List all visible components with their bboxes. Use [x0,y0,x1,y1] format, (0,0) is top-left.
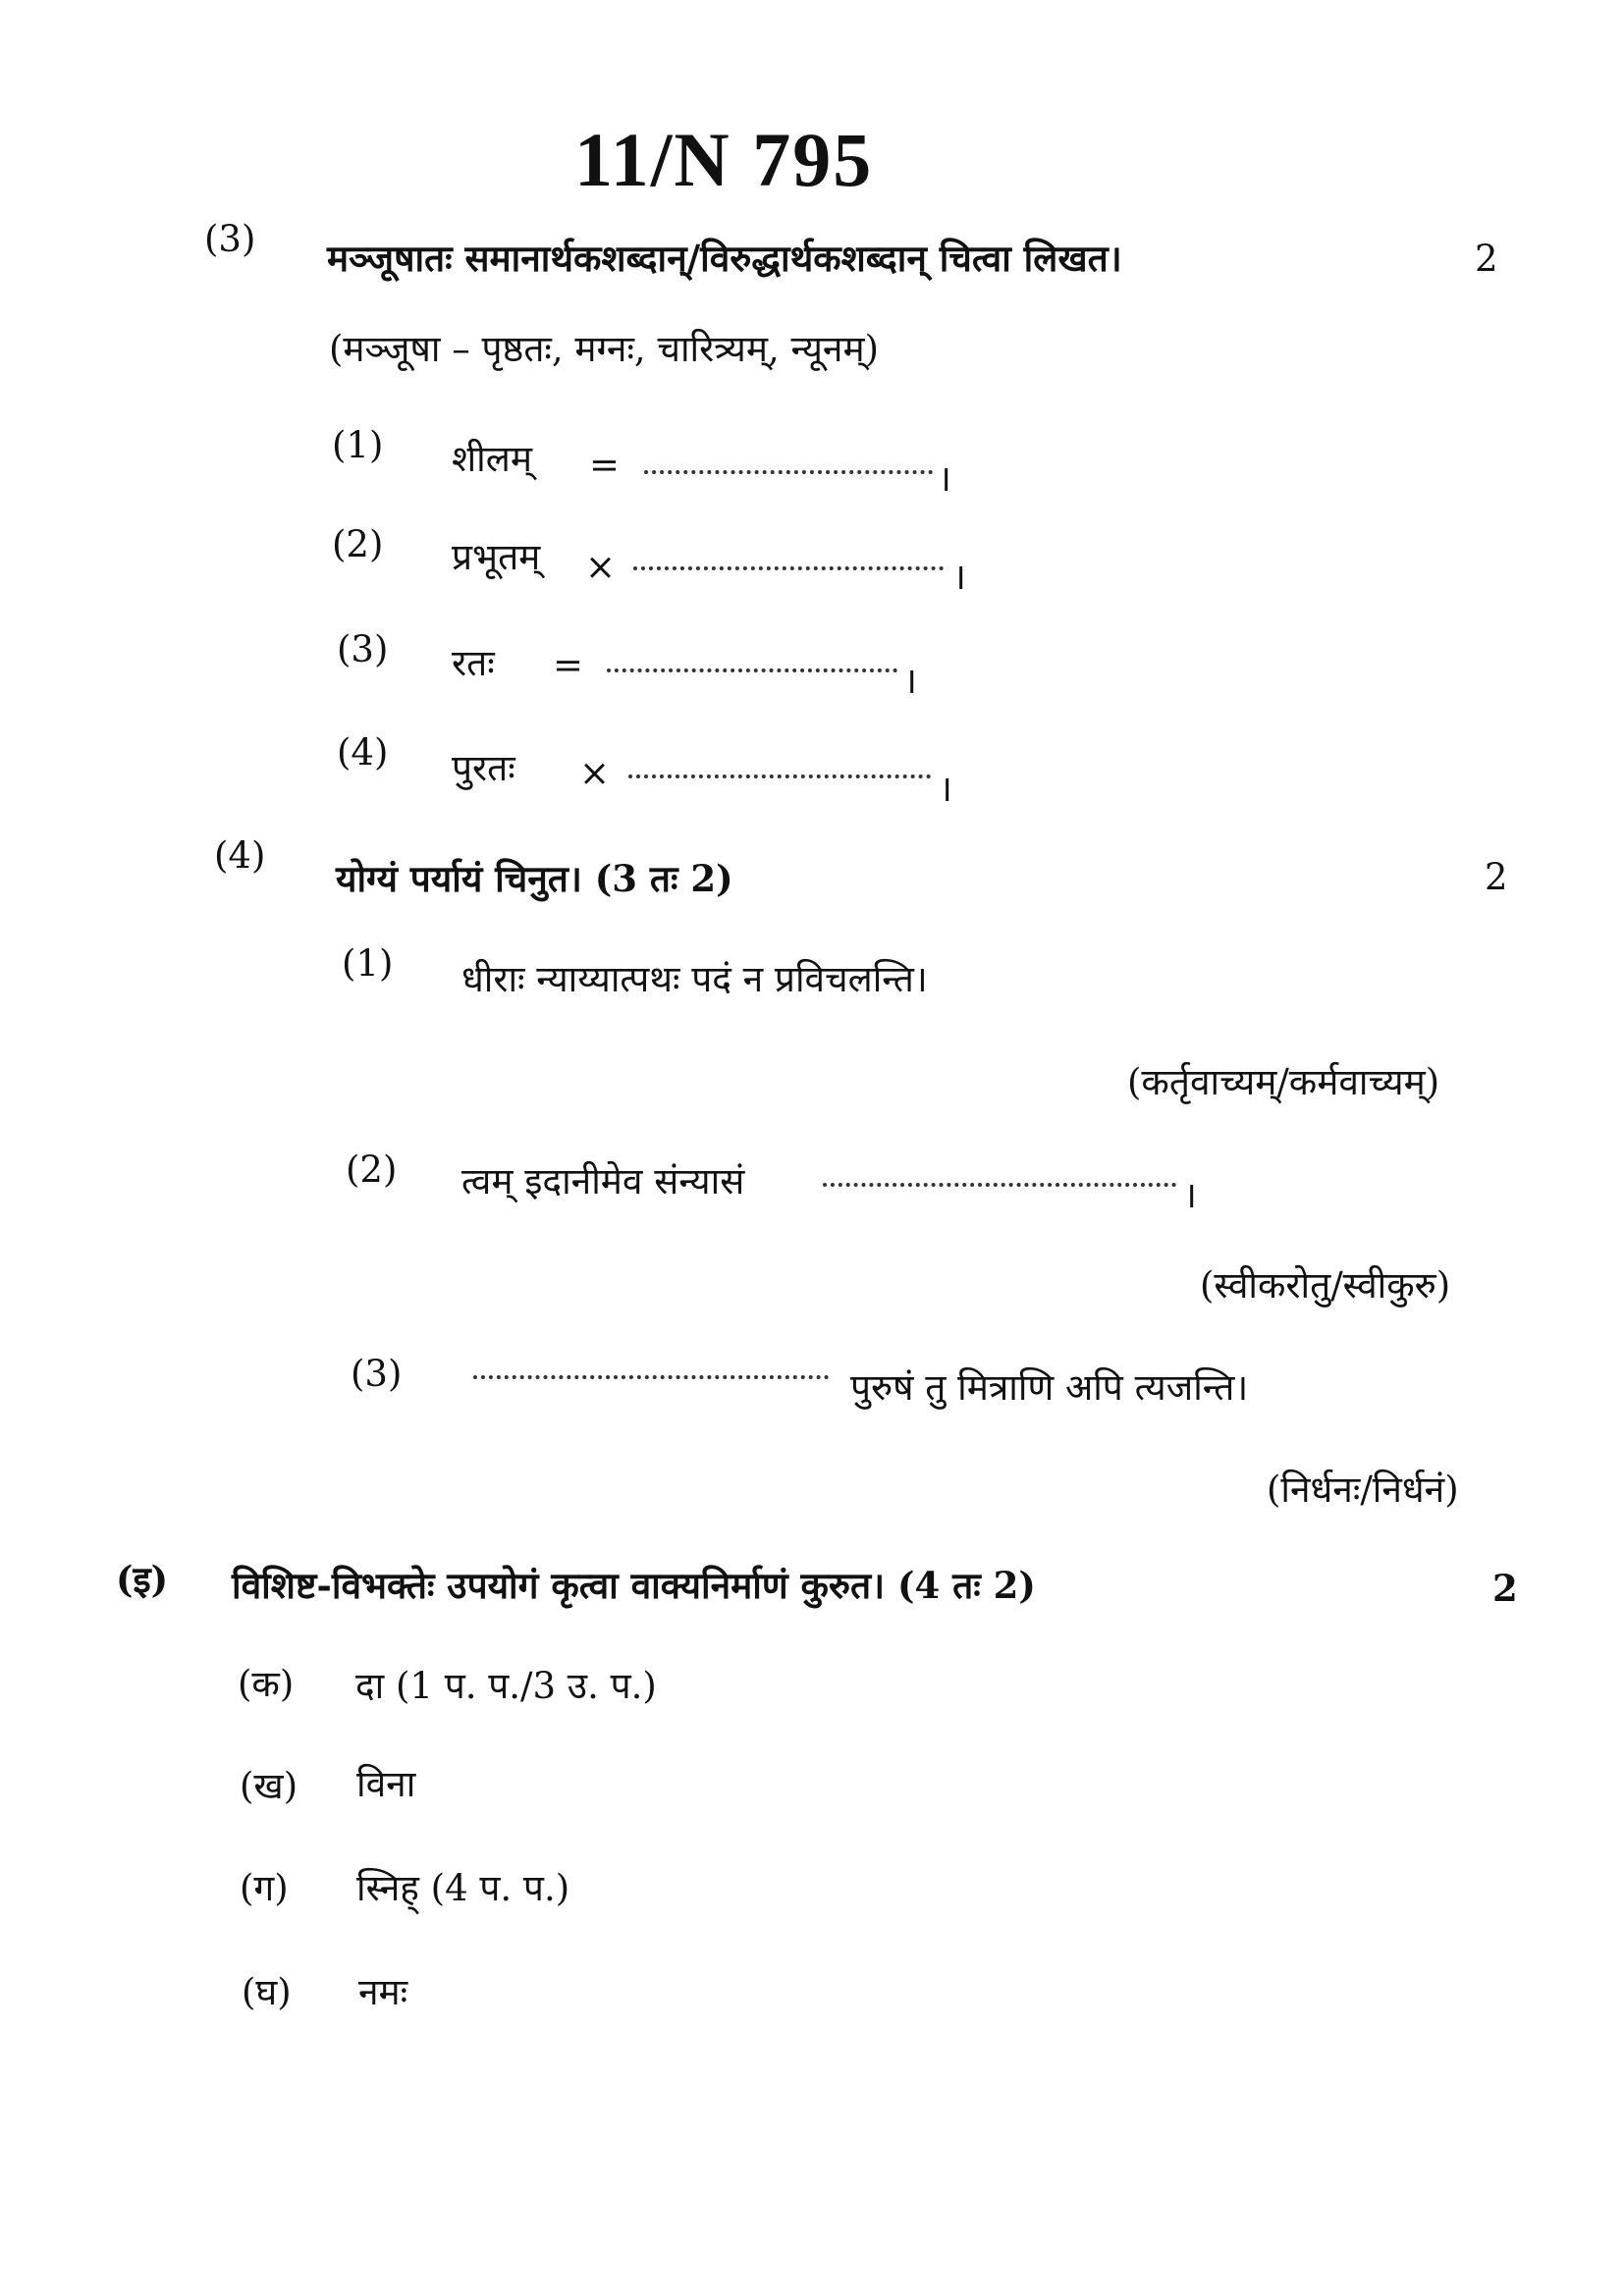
question-instruction: योग्यं पर्यायं चिनुत। (3 तः 2) [336,857,733,900]
answer-blank [633,566,944,570]
question-number: (3) [204,218,256,260]
item-word: प्रभूतम् [452,536,541,578]
item-word: रतः [452,642,495,684]
item-number: (ग) [240,1867,289,1909]
answer-blank [473,1375,829,1379]
item-number: (2) [332,523,384,565]
question-marks: 2 [1485,856,1508,898]
answer-blank [823,1183,1176,1187]
item-options: (कर्तृवाच्यम्/कर्मवाच्यम्) [1127,1061,1440,1103]
page-code: 11/N 795 [574,117,874,202]
item-end: । [938,457,952,500]
item-sign: = [589,444,621,486]
item-number: (1) [342,942,394,985]
question-number: (4) [214,834,266,877]
item-text: नमः [358,1971,408,2013]
item-number: (3) [351,1353,403,1395]
item-number: (घ) [242,1971,292,2013]
question-instruction: विशिष्ट-विभक्तेः उपयोगं कृत्वा वाक्यनिर्माणं कुरुत। (4 तः 2) [232,1564,1036,1607]
item-text: विना [356,1763,416,1805]
item-word: शीलम् [452,438,532,480]
question-instruction: मञ्जूषातः समानार्थकशब्दान्/विरुद्धार्थकशब्दान् चित्वा लिखत। [327,237,1122,280]
answer-blank [607,668,897,672]
item-sign: × [579,752,611,794]
item-number: (1) [332,424,384,466]
item-sign: × [585,546,617,588]
answer-blank [644,470,933,474]
item-number: (3) [337,628,389,670]
item-options: (निर्धनः/निर्धनं) [1267,1468,1459,1511]
item-number: (ख) [240,1765,298,1807]
item-text: त्वम् इदानीमेव संन्यासं [461,1160,745,1202]
item-end: । [952,556,967,598]
answer-blank [628,774,931,778]
item-end: । [939,768,953,810]
word-box: (मञ्जूषा – पृष्ठतः, मग्नः, चारित्र्यम्, न्यूनम्) [329,328,880,370]
item-number: (2) [346,1148,398,1191]
item-end: । [1183,1174,1198,1216]
question-marks: 2 [1492,1567,1518,1610]
item-text: स्निह् (4 प. प.) [356,1867,570,1909]
item-end: । [903,660,918,702]
item-options: (स्वीकरोतु/स्वीकुरु) [1200,1264,1451,1307]
item-text: पुरुषं तु मित्राणि अपि त्यजन्ति। [850,1366,1249,1409]
item-sign: = [553,644,584,686]
question-number: (इ) [116,1558,169,1601]
item-word: पुरतः [452,747,515,789]
item-number: (क) [238,1663,295,1705]
question-marks: 2 [1475,238,1498,280]
item-number: (4) [337,731,389,774]
item-text: दा (1 प. प./3 उ. प.) [355,1665,657,1707]
item-text: धीराः न्याय्यात्पथः पदं न प्रविचलन्ति। [461,958,928,1000]
